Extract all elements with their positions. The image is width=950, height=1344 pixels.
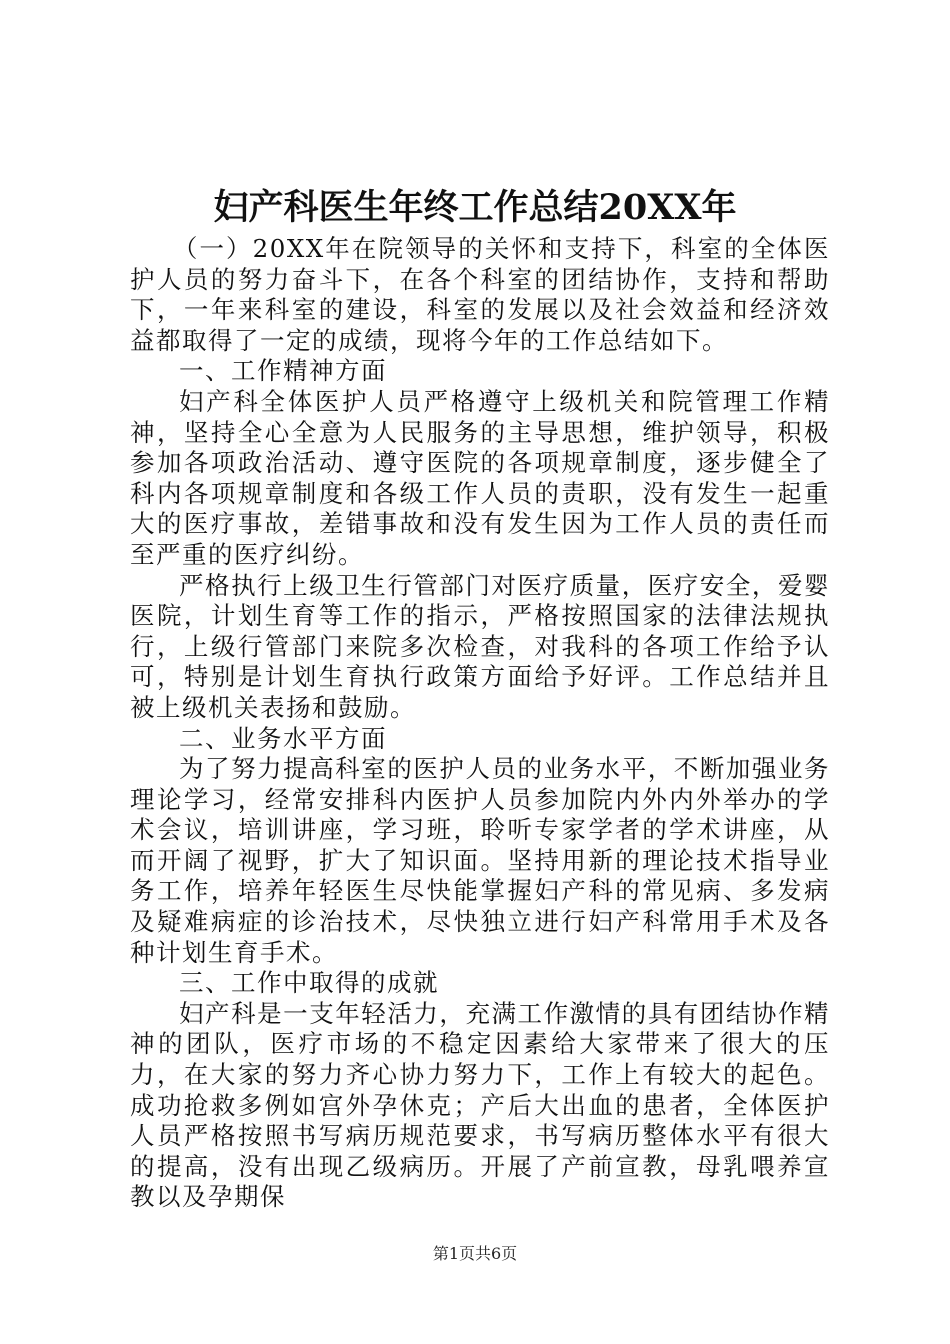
section-heading-work-spirit: 一、工作精神方面 [179,356,387,386]
paragraph-business-level: 为了努力提高科室的医护人员的业务水平，不断加强业务理论学习，经常安排科内医护人员参加院内外内外举办的学术会议，培训讲座，学习班，聆听专家学者的学术讲座，从而开阔了视野，扩大了知识面。坚持用新的理论技术指导业务工作，培养年轻医生尽快能掌握妇产科的常见病、多发病及疑难病症的诊治技术，尽快独立进行妇产科常用手术及各种计划生育手术。 [130,754,830,967]
section-heading-business-level: 二、业务水平方面 [179,723,387,753]
document-body [130,234,830,1213]
paragraph-achievements: 妇产科是一支年轻活力，充满工作激情的具有团结协作精神的团队，医疗市场的不稳定因素给大家带来了很大的压力，在大家的努力齐心协力努力下，工作上有较大的起色。成功抢救多例如宫外孕休克；产后大出血的患者，全体医护人员严格按照书写病历规范要求，书写病历整体水平有很大的提高，没有出现乙级病历。开展了产前宣教，母乳喂养宣教以及孕期保 [130,998,830,1212]
page-total: 共6页 [475,1244,518,1263]
page-footer [0,1244,950,1264]
paragraph-work-spirit: 妇产科全体医护人员严格遵守上级机关和院管理工作精神，坚持全心全意为人民服务的主导思想，维护领导，积极参加各项政治活动、遵守医院的各项规章制度，逐步健全了科内各项规章制度和各级工作人员的责职，没有发生一起重大的医疗事故，差错事故和没有发生因为工作人员的责任而至严重的医疗纠纷。 [130,386,830,569]
document-title: 妇产科医生年终工作总结20XX年 [213,187,737,228]
section-heading-achievements: 三、工作中取得的成就 [179,968,439,998]
page-number: 第1页 [432,1244,475,1263]
intro-paragraph: （一）20XX年在院领导的关怀和支持下，科室的全体医护人员的努力奋斗下，在各个科室的团结协作，支持和帮助下，一年来科室的建设，科室的发展以及社会效益和经济效益都取得了一定的成绩，现将今年的工作总结如下。 [130,234,830,355]
paragraph-regulations: 严格执行上级卫生行管部门对医疗质量，医疗安全，爱婴医院，计划生育等工作的指示，严格按照国家的法律法规执行，上级行管部门来院多次检查，对我科的各项工作给予认可，特别是计划生育执行政策方面给予好评。工作总结并且被上级机关表扬和鼓励。 [130,570,830,722]
